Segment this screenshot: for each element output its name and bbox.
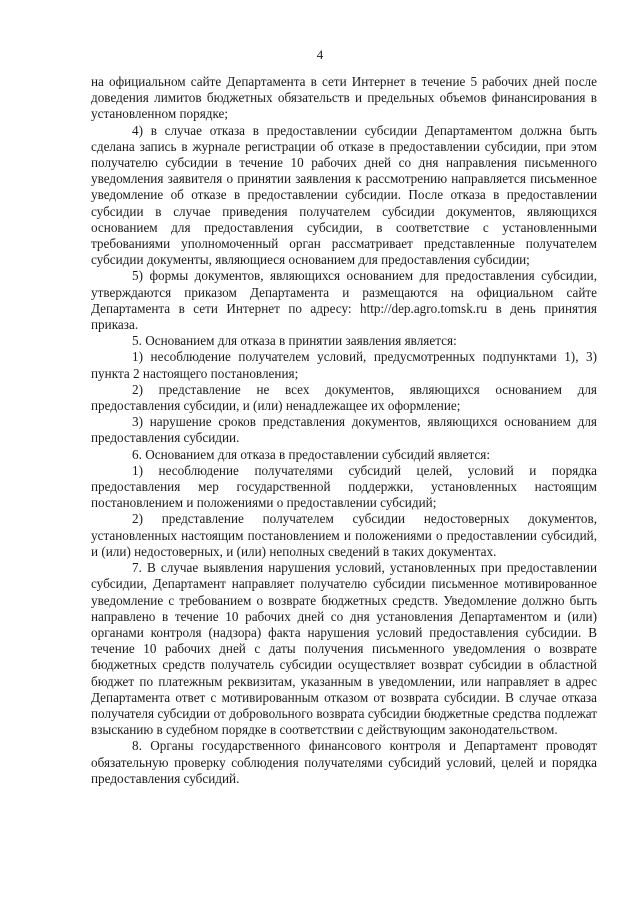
paragraph: 2) представление получателем субсидии недостоверных документов, установленных настоящим постановлением и положениями о предоставлении субсидий, и (или) недостоверных, и (или) неполных сведений в таких документах. bbox=[91, 511, 597, 559]
paragraph: 3) нарушение сроков представления документов, являющихся основанием для предоставления субсидии. bbox=[91, 414, 597, 446]
paragraph: 6. Основанием для отказа в предоставлении субсидий является: bbox=[132, 446, 491, 462]
paragraph: 5. Основанием для отказа в принятии заявления является: bbox=[132, 333, 457, 349]
document-body bbox=[91, 74, 597, 787]
paragraph: 2) представление не всех документов, являющихся основанием для предоставления субсидии, и (или) ненадлежащее их оформление; bbox=[91, 381, 597, 414]
paragraph: на официальном сайте Департамента в сети Интернет в течение 5 рабочих дней после доведения лимитов бюджетных обязательств и предельных объемов финансирования в установленном порядке; bbox=[91, 74, 597, 122]
paragraph: 5) формы документов, являющихся основанием для предоставления субсидии, утверждаются приказом Департамента и размещаются на официальном сайте Департамента в сети Интернет по адресу: http://dep.agro.tomsk.ru в день принятия приказа. bbox=[91, 268, 597, 333]
paragraph: 4) в случае отказа в предоставлении субсидии Департаментом должна быть сделана запись в журнале регистрации об отказе в предоставлении субсидии, при этом получателю субсидии в течение 10 рабочих дней со дня направления письменного уведомления заявителя о принятии заявления к рассмотрению направляется письменное уведомление об отказе в предоставлении субсидии. После отказа в предоставлении субсидии в случае приведения получателем субсидии документов, являющихся основанием для предоставления субсидии, в соответствие с установленными требованиями уполномоченный орган рассматривает представленные получателем субсидии документы, являющиеся основанием для предоставления субсидии; bbox=[91, 122, 597, 268]
paragraph: 1) несоблюдение получателями субсидий целей, условий и порядка предоставления мер государственной поддержки, установленных настоящим постановлением и положениями о предоставлении субсидий; bbox=[91, 462, 597, 511]
paragraph: 7. В случае выявления нарушения условий, установленных при предоставлении субсидии, Департамент направляет получателю субсидии письменное мотивированное уведомление с требованием о возврате бюджетных средств. Уведомление должно быть направлено в течение 10 рабочих дней со дня установления Департаментом и (или) органами контроля (надзора) факта нарушения условий предоставления субсидии. В течение 10 рабочих дней с даты получения письменного уведомления о возврате бюджетных средств получатель субсидии осуществляет возврат субсидии в областной бюджет по платежным реквизитам, указанным в уведомлении, или направляет в адрес Департамента ответ с мотивированным отказом от возврата субсидии. В случае отказа получателя субсидии от добровольного возврата субсидии бюджетные средства подлежат взысканию в судебном порядке в соответствии с действующим законодательством. bbox=[91, 560, 597, 738]
paragraph: 1) несоблюдение получателем условий, предусмотренных подпунктами 1), 3) пункта 2 настоящего постановления; bbox=[91, 349, 597, 381]
paragraph: 8. Органы государственного финансового контроля и Департамент проводят обязательную проверку соблюдения получателями субсидий условий, целей и порядка предоставления субсидий. bbox=[91, 738, 597, 786]
page-number: 4 bbox=[316, 47, 324, 62]
